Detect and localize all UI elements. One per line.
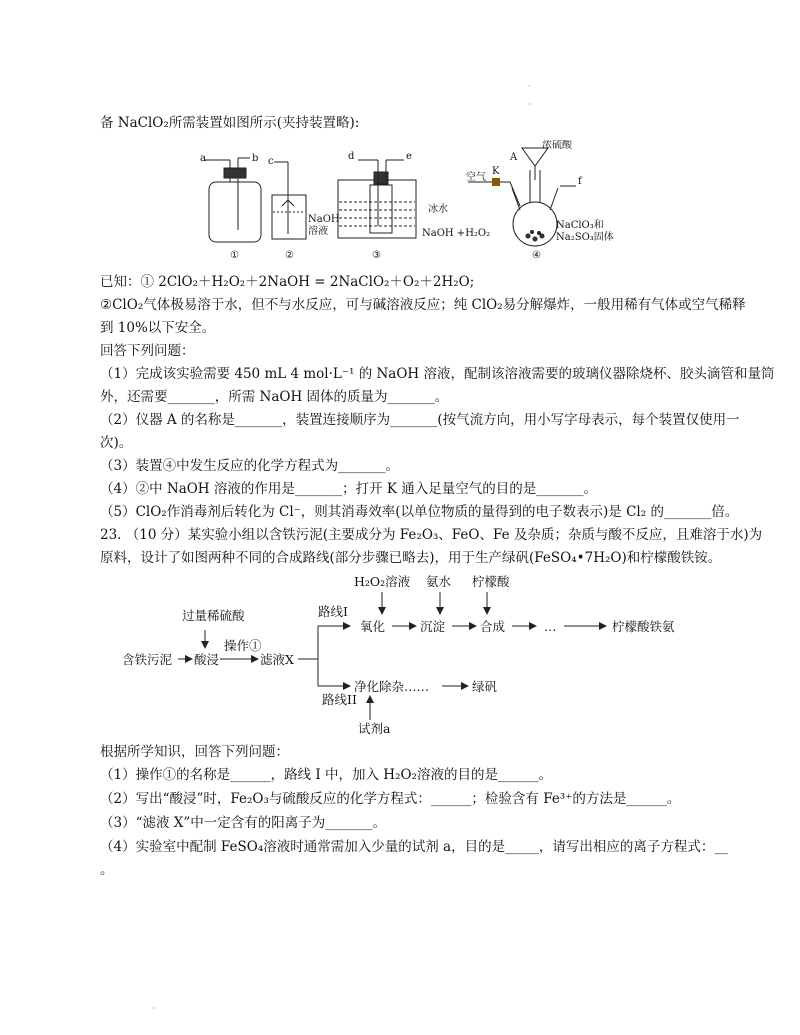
problem-23a: 23. （10 分）某实验小组以含铁污泥(主要成分为 Fe₂O₃、FeO、Fe 及杂质；杂质与酸不反应，且难溶于水)为 (100, 527, 763, 543)
port-a: a (200, 153, 206, 164)
solid-label-2: Na₂SO₃固体 (556, 232, 614, 243)
operation-label: 操作① (224, 638, 262, 653)
valve-k-icon (492, 178, 500, 186)
naoh-h2o2-label: NaOH +H₂O₂ (422, 228, 491, 239)
answer-intro: 回答下列问题： (100, 343, 195, 359)
precipitate-node: 沉淀 (420, 619, 446, 634)
filtrate-node: 滤液X (260, 652, 294, 667)
port-d: d (348, 151, 355, 162)
apparatus-diagram (190, 140, 620, 268)
product-2-node: 绿矾 (472, 679, 498, 694)
question-4: （4）②中 NaOH 溶液的作用是_______；打开 K 通入足量空气的目的是_______。 (100, 481, 598, 497)
port-f: f (578, 176, 582, 187)
speck: · (152, 1004, 155, 1013)
excess-acid-label: 过量稀硫酸 (182, 608, 245, 623)
naoh-label-2: 溶液 (308, 226, 328, 237)
subquestion-4-end: 。 (100, 862, 114, 878)
route-2-label: 路线II (322, 692, 357, 707)
ammonia-reagent: 氨水 (426, 574, 452, 589)
h2o2-reagent: H₂O₂溶液 (354, 574, 411, 589)
funnel-a-label: A (510, 152, 518, 163)
known-2a: ②ClO₂气体极易溶于水，但不与水反应，可与碱溶液反应；纯 ClO₂易分解爆炸，一般用稀有气体或空气稀释 (100, 297, 746, 313)
reagent-a-node: 试剂a (358, 721, 391, 736)
ice-water-label: 冰水 (428, 204, 448, 215)
port-e: e (406, 151, 412, 162)
purify-node: 净化除杂…… (354, 679, 430, 694)
valve-k-label: K (492, 166, 500, 177)
air-label: 空气 (466, 172, 486, 183)
flow-chart (120, 570, 700, 738)
question-1a: （1）完成该实验需要 450 mL 4 mol·L⁻¹ 的 NaOH 溶液，配制该溶液需要的玻璃仪器除烧杯、胶头滴管和量筒 (100, 366, 775, 382)
synthesis-node: 合成 (480, 619, 506, 634)
port-c: c (268, 156, 274, 167)
oxidize-node: 氧化 (360, 619, 386, 634)
number-2: ② (285, 250, 294, 261)
sludge-node: 含铁污泥 (122, 652, 173, 667)
number-1: ① (230, 250, 239, 261)
speck: · (528, 100, 531, 109)
problem-23b: 原料，设计了如图两种不同的合成路线(部分步骤已略去)，用于生产绿矾(FeSO₄•7H₂O)和柠檬酸铁铵。 (100, 550, 722, 566)
citric-reagent: 柠檬酸 (472, 574, 510, 589)
apparatus-3 (338, 160, 416, 238)
question-5: （5）ClO₂作消毒剂后转化为 Cl⁻，则其消毒效率(以单位物质的量得到的电子数表示)是 Cl₂ 的_______倍。 (100, 504, 739, 520)
number-4: ④ (532, 250, 541, 261)
question-2a: （2）仪器 A 的名称是_______，装置连接顺序为_______(按气流方向，用小写字母表示，每个装置仅使用一 (100, 412, 740, 428)
subquestion-2: （2）写出“酸浸”时，Fe₂O₃与硫酸反应的化学方程式：______；检验含有 Fe³⁺的方法是______。 (100, 791, 681, 807)
route-1-label: 路线I (318, 604, 348, 619)
question-2b: 次)。 (100, 435, 133, 451)
solid-label-1: NaClO₃和 (556, 220, 604, 231)
number-3: ③ (372, 250, 381, 261)
question-3: （3）装置④中发生反应的化学方程式为_______。 (100, 458, 399, 474)
ellipsis-node: … (544, 619, 557, 634)
conc-acid-label: 浓硫酸 (542, 140, 572, 151)
acid-leach-node: 酸浸 (194, 652, 220, 667)
apparatus-1 (204, 158, 261, 242)
subquestion-3: （3）“滤液 X”中一定含有的阳离子为_______。 (100, 815, 387, 831)
known-2b: 到 10%以下安全。 (100, 320, 216, 336)
port-b: b (252, 153, 259, 164)
known-1: 已知：① 2ClO₂＋H₂O₂＋2NaOH = 2NaClO₂＋O₂＋2H₂O; (100, 274, 475, 290)
subquestion-1: （1）操作①的名称是______，路线 I 中，加入 H₂O₂溶液的目的是______。 (100, 767, 552, 783)
speck: · (528, 82, 531, 91)
knowledge-intro: 根据所学知识，回答下列问题： (100, 744, 289, 760)
apparatus-2 (272, 162, 306, 239)
subquestion-4: （4）实验室中配制 FeSO₄溶液时通常需加入少量的试剂 a，目的是_____，请写出相应的离子方程式：__ (100, 839, 728, 855)
product-1-node: 柠檬酸铁氨 (612, 619, 675, 634)
intro-text: 备 NaClO₂所需装置如图所示(夹持装置略): (100, 115, 360, 131)
naoh-label-1: NaOH (308, 214, 340, 225)
question-1b: 外，还需要_______，所需 NaOH 固体的质量为_______。 (100, 389, 449, 405)
